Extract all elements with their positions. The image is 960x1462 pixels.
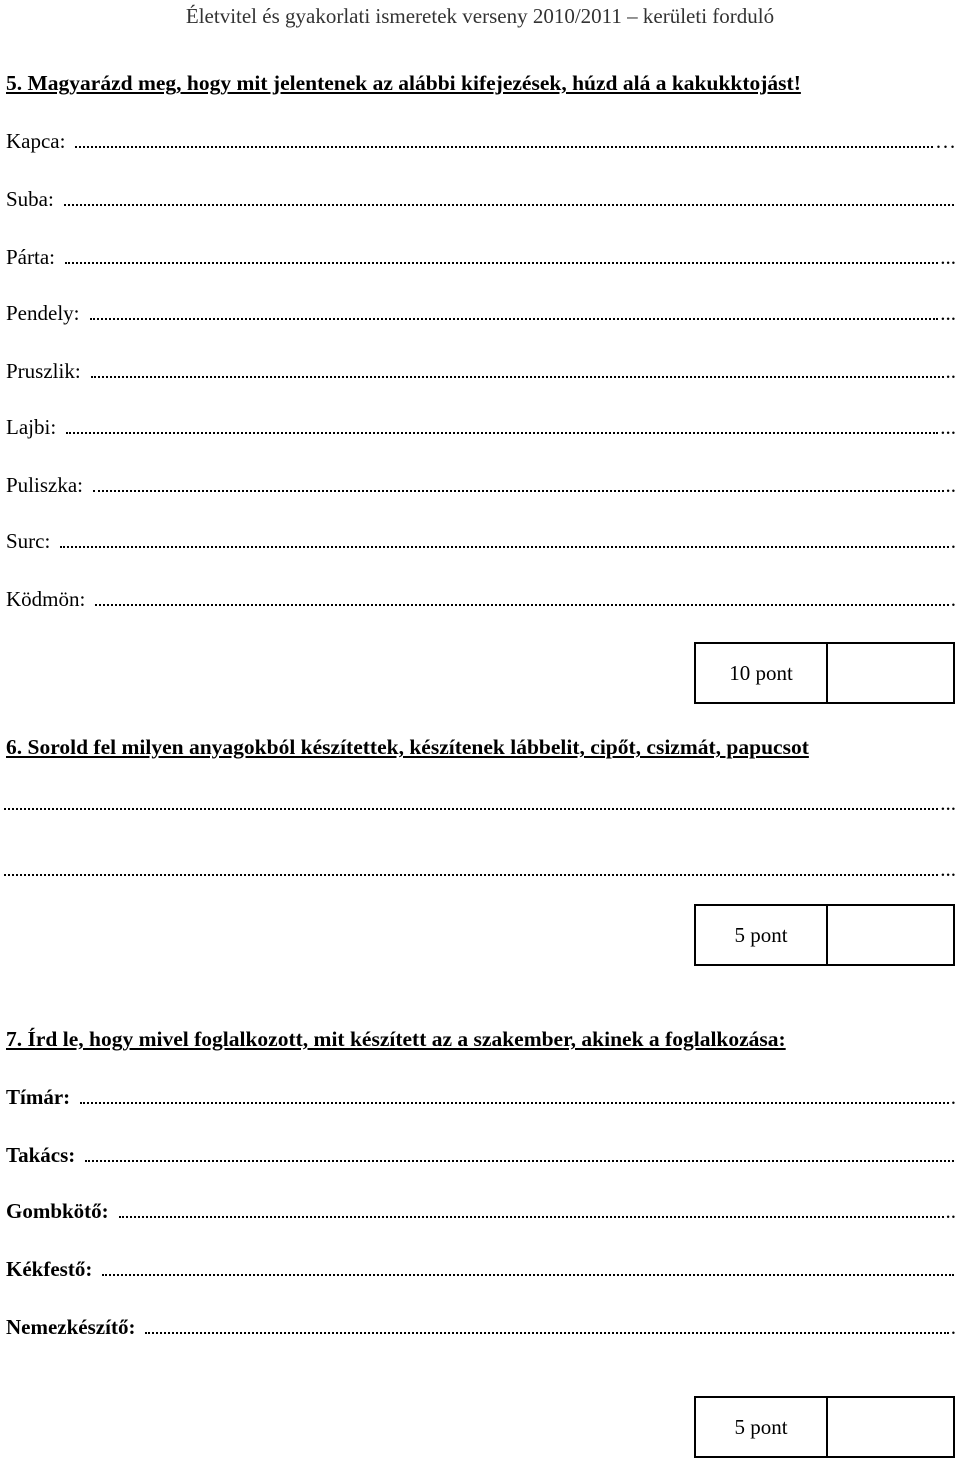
- points-label: 5 pont: [696, 1398, 828, 1456]
- field-label: Pendely:: [6, 301, 80, 325]
- q6-answer-line-1[interactable]: ...: [4, 786, 956, 816]
- q6-answer-line-2[interactable]: ...: [4, 852, 956, 882]
- score-entry-cell[interactable]: [828, 1398, 953, 1456]
- q7-field-timar[interactable]: Tímár: .: [6, 1085, 956, 1109]
- field-label: Gombkötő:: [6, 1199, 109, 1223]
- answer-dotted-line[interactable]: [4, 856, 938, 876]
- field-label: Párta:: [6, 245, 55, 269]
- score-entry-cell[interactable]: [828, 906, 953, 964]
- question-5-title: 5. Magyarázd meg, hogy mit jelentenek az alábbi kifejezések, húzd alá a kakukktojást!: [6, 71, 801, 95]
- question-7-title: 7. Írd le, hogy mivel foglalkozott, mit készített az a szakember, akinek a foglalkozása:: [6, 1027, 786, 1051]
- answer-dotted-line[interactable]: [66, 414, 938, 434]
- field-label: Kapca:: [6, 129, 66, 153]
- answer-dotted-line[interactable]: [91, 358, 944, 378]
- answer-dotted-line[interactable]: [119, 1198, 944, 1218]
- page-header: Életvitel és gyakorlati ismeretek verseny 2010/2011 – kerületi forduló: [185, 4, 775, 28]
- field-label: Ködmön:: [6, 587, 86, 611]
- field-label: Kékfestő:: [6, 1257, 93, 1281]
- q5-field-pruszlik[interactable]: Pruszlik: ..: [6, 359, 956, 383]
- question-6-title: 6. Sorold fel milyen anyagokból készítettek, készítenek lábbelit, cipőt, csizmát, papucsot: [6, 735, 809, 759]
- field-label: Takács:: [6, 1143, 76, 1167]
- field-label: Pruszlik:: [6, 359, 81, 383]
- q5-field-surc[interactable]: Surc: .: [6, 529, 956, 553]
- answer-dotted-line[interactable]: [93, 472, 944, 492]
- score-box-q7: [694, 1396, 955, 1458]
- q5-field-pendely[interactable]: Pendely: ...: [6, 301, 956, 325]
- q7-field-takacs[interactable]: [6, 1138, 956, 1168]
- q5-field-kapca[interactable]: Kapca: …: [6, 129, 956, 153]
- field-label: Nemezkészítő:: [6, 1315, 136, 1339]
- answer-dotted-line[interactable]: [75, 128, 933, 148]
- q5-field-parta[interactable]: Párta: ...: [6, 245, 956, 269]
- q7-field-gombkoto[interactable]: Gombkötő: ..: [6, 1199, 956, 1223]
- answer-dotted-line[interactable]: [80, 1084, 949, 1104]
- answer-dotted-line[interactable]: [85, 1142, 954, 1162]
- answer-dotted-line[interactable]: [95, 586, 948, 606]
- field-label: Surc:: [6, 529, 51, 553]
- score-box-q6: [694, 904, 955, 966]
- field-label: Tímár:: [6, 1085, 71, 1109]
- answer-dotted-line[interactable]: [145, 1314, 948, 1334]
- answer-dotted-line[interactable]: [90, 300, 939, 320]
- score-box-q5: [694, 642, 955, 704]
- q5-field-suba[interactable]: [6, 182, 956, 212]
- points-label: 10 pont: [696, 644, 828, 702]
- q5-field-kodmon[interactable]: Ködmön: .: [6, 587, 956, 611]
- score-entry-cell[interactable]: [828, 644, 953, 702]
- q5-field-puliszka[interactable]: Puliszka: ..: [6, 473, 956, 497]
- q7-field-kekfesto[interactable]: [6, 1252, 956, 1282]
- field-label: Suba:: [6, 187, 54, 211]
- answer-dotted-line[interactable]: [60, 528, 948, 548]
- field-label: Puliszka:: [6, 473, 83, 497]
- answer-dotted-line[interactable]: [64, 186, 954, 206]
- q5-field-lajbi[interactable]: Lajbi: ...: [6, 415, 956, 439]
- answer-dotted-line[interactable]: [4, 790, 938, 810]
- answer-dotted-line[interactable]: [65, 244, 938, 264]
- answer-dotted-line[interactable]: [102, 1256, 954, 1276]
- field-label: Lajbi:: [6, 415, 57, 439]
- points-label: 5 pont: [696, 906, 828, 964]
- q7-field-nemezkeszito[interactable]: Nemezkészítő: .: [6, 1315, 956, 1339]
